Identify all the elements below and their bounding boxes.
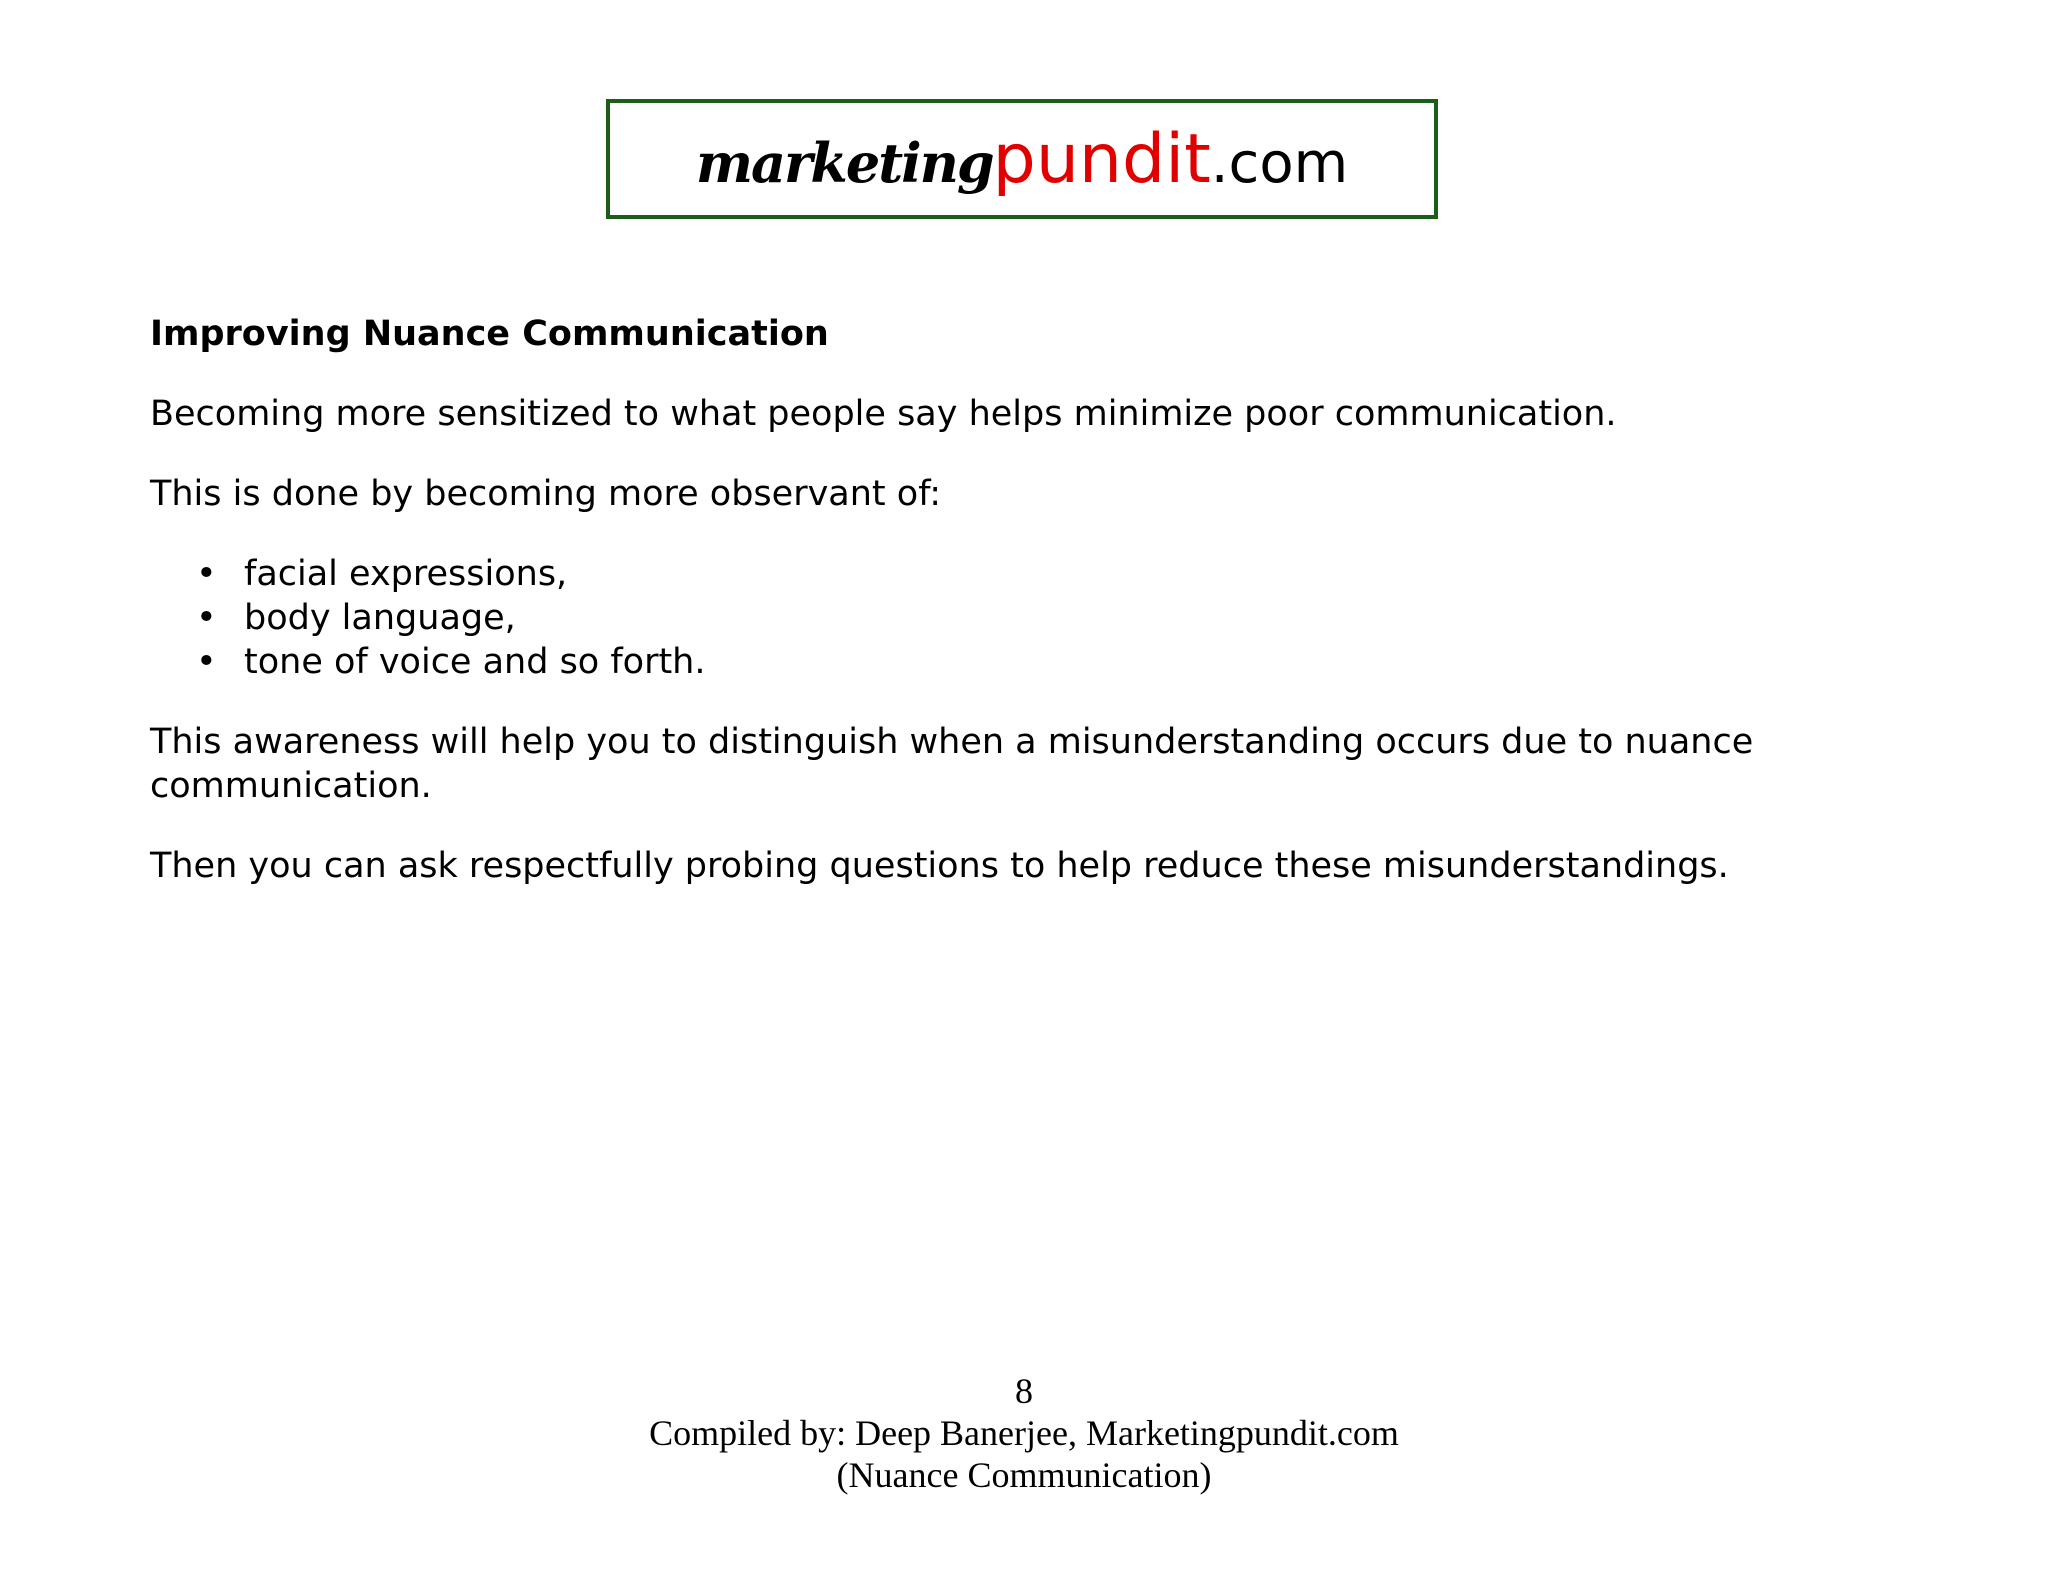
list-item: • tone of voice and so forth. — [196, 642, 706, 682]
footer-credit: Compiled by: Deep Banerjee, Marketingpundit.com — [649, 1413, 1399, 1453]
paragraph-3: This awareness will help you to distinguish when a misunderstanding occurs due to nuance communication. — [150, 722, 1754, 806]
logo-text-marketing: marketing — [695, 130, 993, 195]
page-footer — [0, 1370, 2048, 1496]
section-heading: Improving Nuance Communication — [150, 314, 829, 354]
paragraph-1: Becoming more sensitized to what people say helps minimize poor communication. — [150, 394, 1617, 434]
logo-text-com: .com — [1210, 130, 1349, 196]
logo-text-pundit: pundit — [992, 119, 1211, 199]
paragraph-2: This is done by becoming more observant of: — [150, 474, 942, 514]
bullet-icon: • — [196, 642, 217, 682]
list-item: • body language, — [196, 598, 516, 638]
bullet-list — [150, 552, 1900, 684]
bullet-icon: • — [196, 554, 217, 594]
bullet-icon: • — [196, 598, 217, 638]
document-body — [150, 300, 1900, 888]
paragraph-4: Then you can ask respectfully probing questions to help reduce these misunderstandings. — [150, 846, 1729, 886]
logo-wordmark — [696, 120, 1348, 199]
footer-subtitle: (Nuance Communication) — [836, 1455, 1212, 1495]
site-logo — [606, 99, 1438, 219]
list-item: • facial expressions, — [196, 554, 568, 594]
page-number: 8 — [1015, 1371, 1033, 1411]
